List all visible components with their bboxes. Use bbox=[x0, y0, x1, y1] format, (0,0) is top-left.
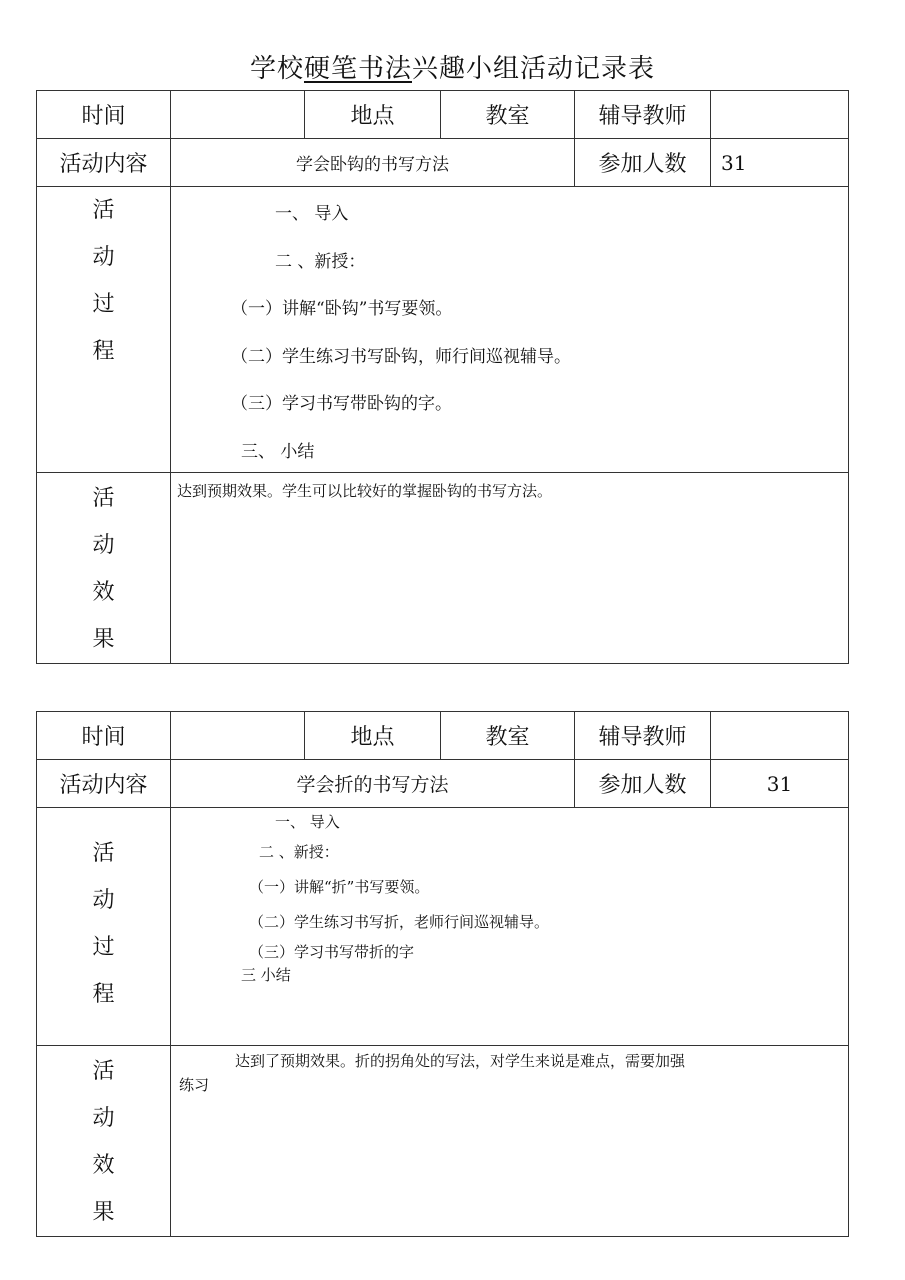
process-label-char: 活 bbox=[92, 198, 115, 223]
content-label: 活动内容 bbox=[37, 760, 171, 808]
process-label-char: 活 bbox=[92, 841, 115, 866]
process-line: （二）学生练习书写折，老师行间巡视辅导。 bbox=[249, 913, 550, 931]
process-label-char: 过 bbox=[92, 935, 115, 960]
teacher-value bbox=[711, 91, 849, 139]
title-subject: 硬笔书法 bbox=[303, 54, 412, 84]
effect-line: 练习 bbox=[179, 1076, 210, 1094]
process-label-char: 过 bbox=[92, 292, 115, 317]
process-label-char: 程 bbox=[92, 982, 115, 1007]
process-content bbox=[171, 808, 849, 1046]
effect-label-char: 效 bbox=[92, 1153, 115, 1178]
effect-label bbox=[37, 1046, 171, 1237]
title-prefix: 学校 bbox=[249, 54, 304, 84]
effect-content bbox=[171, 1046, 849, 1237]
page-title bbox=[0, 48, 905, 85]
teacher-label: 辅导教师 bbox=[575, 712, 711, 760]
participants-value: 31 bbox=[711, 139, 849, 187]
process-label-char: 动 bbox=[92, 888, 115, 913]
process-content bbox=[171, 187, 849, 473]
effect-label bbox=[37, 473, 171, 664]
process-label bbox=[37, 808, 171, 1046]
process-line: 二 、新授： bbox=[259, 843, 339, 861]
effect-label-char: 活 bbox=[92, 486, 115, 511]
process-label-char: 动 bbox=[92, 245, 115, 270]
place-label: 地点 bbox=[305, 91, 441, 139]
place-label: 地点 bbox=[305, 712, 441, 760]
time-value bbox=[171, 712, 305, 760]
effect-content bbox=[171, 473, 849, 664]
title-suffix: 兴趣小组活动记录表 bbox=[412, 54, 656, 84]
process-label-char: 程 bbox=[92, 339, 115, 364]
content-value: 学会卧钩的书写方法 bbox=[171, 139, 575, 187]
process-line: （三）学习书写带卧钩的字。 bbox=[231, 394, 452, 414]
effect-line: 达到预期效果。学生可以比较好的掌握卧钩的书写方法。 bbox=[177, 482, 553, 500]
content-value: 学会折的书写方法 bbox=[171, 760, 575, 808]
effect-label-char: 果 bbox=[92, 1200, 115, 1225]
effect-line: 达到了预期效果。折的拐角处的写法，对学生来说是难点，需要加强 bbox=[235, 1052, 686, 1070]
process-line: 三、 小结 bbox=[241, 442, 315, 462]
place-value: 教室 bbox=[441, 712, 575, 760]
process-line: 一、 导入 bbox=[275, 204, 349, 224]
process-line: （二）学生练习书写卧钩，师行间巡视辅导。 bbox=[231, 347, 571, 367]
time-label: 时间 bbox=[37, 712, 171, 760]
participants-label: 参加人数 bbox=[575, 139, 711, 187]
process-label bbox=[37, 187, 171, 473]
process-line: 一、 导入 bbox=[275, 813, 340, 831]
teacher-label: 辅导教师 bbox=[575, 91, 711, 139]
content-label: 活动内容 bbox=[37, 139, 171, 187]
place-value: 教室 bbox=[441, 91, 575, 139]
time-value bbox=[171, 91, 305, 139]
activity-record-table-2 bbox=[36, 711, 849, 1237]
process-line: （一）讲解“卧钩”书写要领。 bbox=[231, 299, 453, 319]
participants-label: 参加人数 bbox=[575, 760, 711, 808]
time-label: 时间 bbox=[37, 91, 171, 139]
participants-value: 31 bbox=[711, 760, 849, 808]
process-line: 三 小结 bbox=[241, 966, 291, 984]
activity-record-table-1 bbox=[36, 90, 849, 664]
effect-label-char: 效 bbox=[92, 580, 115, 605]
process-line: 二 、新授： bbox=[275, 252, 366, 272]
teacher-value bbox=[711, 712, 849, 760]
effect-label-char: 动 bbox=[92, 1106, 115, 1131]
process-line: （一）讲解“折”书写要领。 bbox=[249, 878, 430, 896]
effect-label-char: 动 bbox=[92, 533, 115, 558]
process-line: （三）学习书写带折的字 bbox=[249, 943, 415, 961]
effect-label-char: 果 bbox=[92, 627, 115, 652]
effect-label-char: 活 bbox=[92, 1059, 115, 1084]
